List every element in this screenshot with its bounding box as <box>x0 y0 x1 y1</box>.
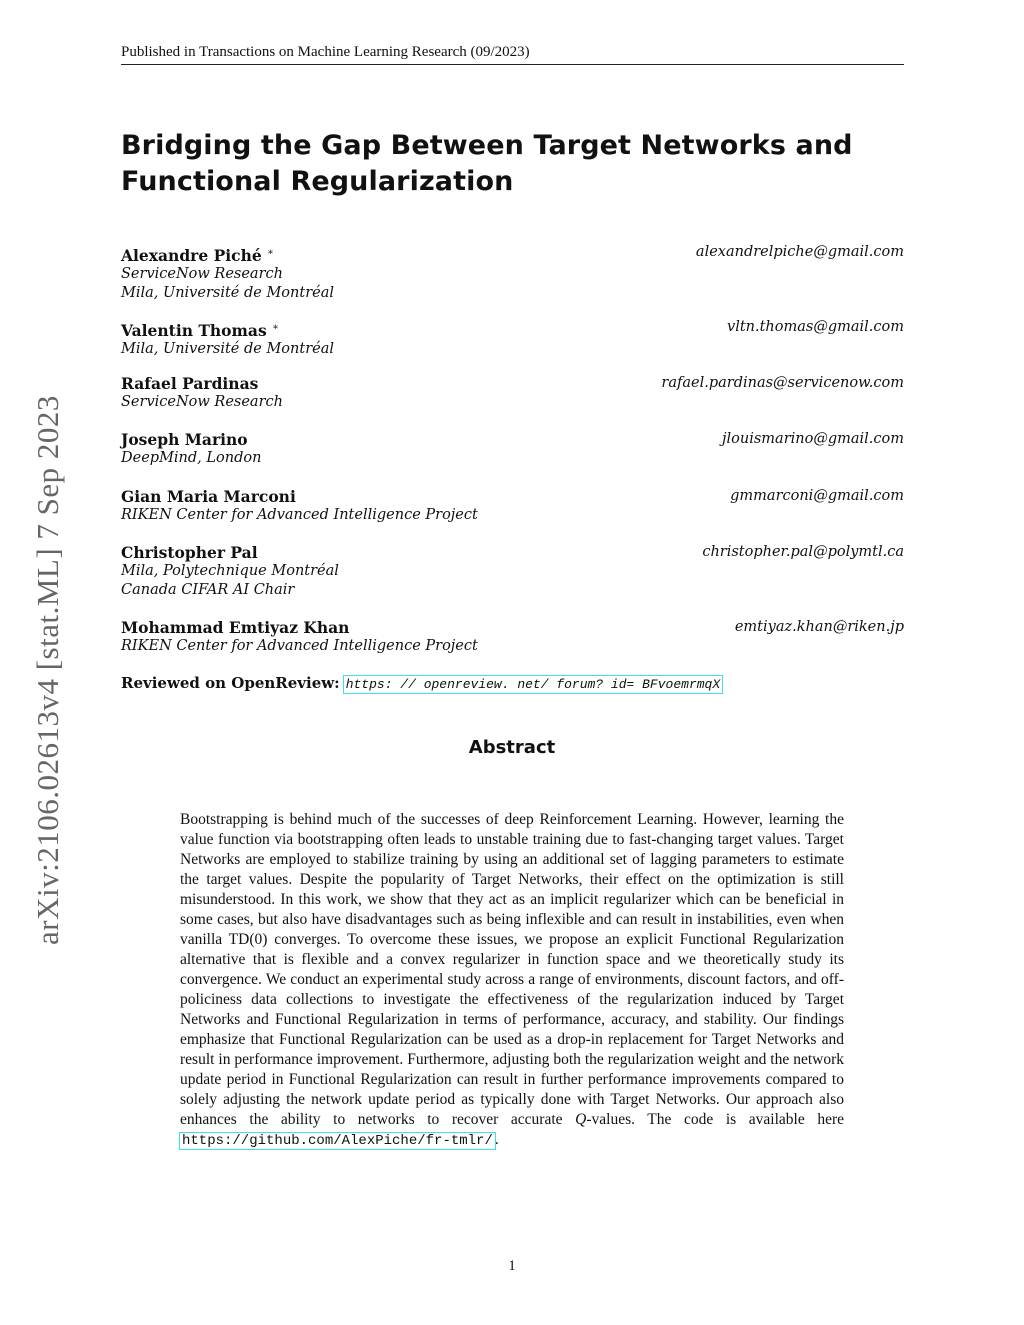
author-affiliation: RIKEN Center for Advanced Intelligence Project <box>121 638 478 654</box>
abstract-body: Bootstrapping is behind much of the successes of deep Reinforcement Learning. However, learning the value function via bootstrapping often leads to unstable training due to fast-changing target values. Target Networks are employed to stabilize training by using an additional set of lagging parameters to estimate the target values. Despite the popularity of Target Networks, their effect on the optimization is still misunderstood. In this work, we show that they act as an implicit regularizer which can be beneficial in some cases, but also have disadvantages such as being inflexible and can result in instabilities, even when vanilla TD(0) converges. To overcome these issues, we propose an explicit Functional Regularization alternative that is flexible and a convex regularizer in function space and we theoretically study its convergence. We conduct an experimental study across a range of environments, discount factors, and off-policiness data collections to investigate the effectiveness of the regularization induced by Target Networks and Functional Regularization in terms of performance, accuracy, and stability. Our findings emphasize that Functional Regularization can be used as a drop-in replacement for Target Networks and result in performance improvement. Furthermore, adjusting both the regularization weight and the network update period in Functional Regularization can result in further performance improvements compared to solely adjusting the network update period as typically done with Target Networks. Our approach also enhances the ability to networks to recover accurate Q-values. The code is available here https://github.com/AlexPiche/fr-tmlr/ . <box>180 811 844 1149</box>
author-block <box>121 244 904 302</box>
author-name: Valentin Thomas ∗ <box>121 321 279 341</box>
author-email[interactable]: vltn.thomas@gmail.com <box>727 319 904 335</box>
author-block <box>121 488 904 525</box>
author-affiliation: ServiceNow Research <box>121 394 283 410</box>
author-block <box>121 375 904 412</box>
author-name: Joseph Marino <box>121 430 248 449</box>
author-affiliation: RIKEN Center for Advanced Intelligence Project <box>121 507 478 523</box>
openreview-line <box>121 674 722 692</box>
page-number: 1 <box>508 1258 516 1274</box>
author-affiliation: Mila, Université de Montréal <box>121 341 334 358</box>
author-name: Alexandre Piché ∗ <box>121 246 274 266</box>
author-block <box>121 544 904 599</box>
author-name: Gian Maria Marconi <box>121 487 296 506</box>
author-email[interactable]: christopher.pal@polymtl.ca <box>702 544 904 560</box>
arxiv-sidebar-id: arXiv:2106.02613v4 [stat.ML] 7 Sep 2023 <box>30 395 65 945</box>
author-affiliation: Mila, Polytechnique Montréal <box>121 563 339 579</box>
openreview-label: Reviewed on OpenReview: <box>121 674 340 692</box>
author-affiliation: Canada CIFAR AI Chair <box>121 581 295 598</box>
author-email[interactable]: emtiyaz.khan@riken.jp <box>734 619 904 635</box>
author-block <box>121 619 904 656</box>
author-email[interactable]: gmmarconi@gmail.com <box>730 488 904 504</box>
abstract-heading: Abstract <box>468 737 556 758</box>
author-email[interactable]: rafael.pardinas@servicenow.com <box>661 375 904 391</box>
paper-title: Bridging the Gap Between Target Networks and Functional Regularization <box>121 130 853 197</box>
author-name: Christopher Pal <box>121 543 258 562</box>
author-block <box>121 319 904 359</box>
author-affiliation: DeepMind, London <box>121 450 262 466</box>
q-symbol: Q <box>575 1111 587 1128</box>
author-block <box>121 431 904 468</box>
code-link[interactable]: https://github.com/AlexPiche/fr-tmlr/ <box>182 1133 493 1149</box>
author-affiliation: Mila, Université de Montréal <box>121 284 334 301</box>
author-email[interactable]: jlouismarino@gmail.com <box>722 431 904 447</box>
author-affiliation: ServiceNow Research <box>121 266 283 283</box>
openreview-link[interactable]: https: // openreview. net/ forum? id= BFvoemrmqX <box>345 677 721 692</box>
author-name: Mohammad Emtiyaz Khan <box>121 618 350 637</box>
author-email[interactable]: alexandrelpiche@gmail.com <box>695 244 904 260</box>
running-header: Published in Transactions on Machine Learning Research (09/2023) <box>121 44 904 65</box>
author-name: Rafael Pardinas <box>121 374 259 393</box>
